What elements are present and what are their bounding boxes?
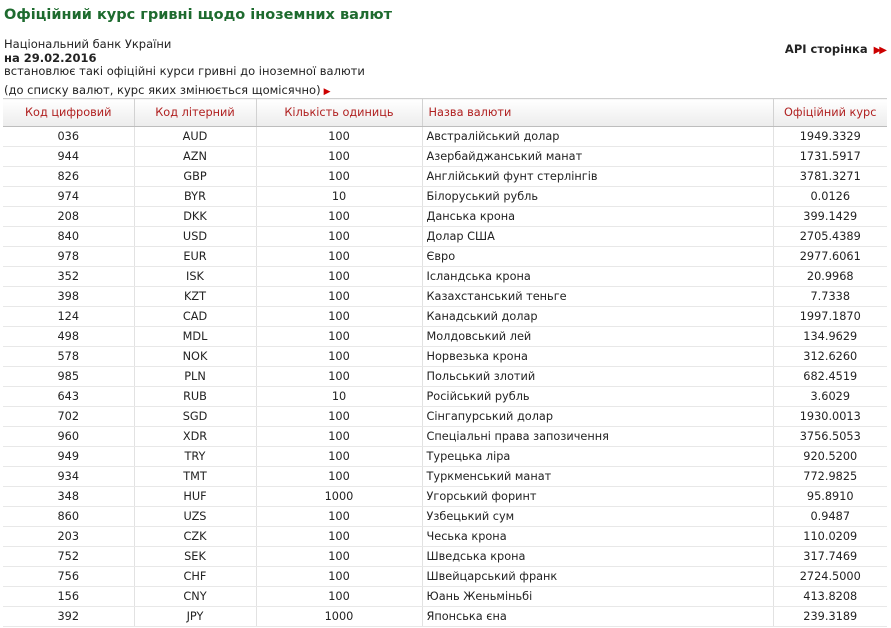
letter-code-cell: BYR (134, 187, 256, 207)
letter-code-cell: TMT (134, 467, 256, 487)
digital-code-cell: 398 (3, 287, 134, 307)
bank-name: Національний банк України (4, 37, 172, 51)
units-cell: 100 (256, 347, 422, 367)
rate-cell: 2705.4389 (773, 227, 887, 247)
rate-cell: 399.1429 (773, 207, 887, 227)
letter-code-cell: CHF (134, 567, 256, 587)
letter-code-cell: JPY (134, 607, 256, 627)
header-digital-code: Код цифровий (3, 99, 134, 127)
header-units: Кількість одиниць (256, 99, 422, 127)
digital-code-cell: 752 (3, 547, 134, 567)
units-cell: 100 (256, 507, 422, 527)
digital-code-cell: 949 (3, 447, 134, 467)
units-cell: 100 (256, 327, 422, 347)
table-row (3, 487, 887, 507)
digital-code-cell: 934 (3, 467, 134, 487)
letter-code-cell: AZN (134, 147, 256, 167)
table-row (3, 567, 887, 587)
units-cell: 100 (256, 427, 422, 447)
currency-name-cell: Шведська крона (422, 547, 773, 567)
rate-cell: 920.5200 (773, 447, 887, 467)
table-row (3, 367, 887, 387)
rate-cell: 772.9825 (773, 467, 887, 487)
digital-code-cell: 348 (3, 487, 134, 507)
units-cell: 100 (256, 567, 422, 587)
rate-cell: 1997.1870 (773, 307, 887, 327)
currency-name-cell: Спеціальні права запозичення (422, 427, 773, 447)
units-cell: 100 (256, 447, 422, 467)
units-cell: 1000 (256, 607, 422, 627)
digital-code-cell: 578 (3, 347, 134, 367)
letter-code-cell: KZT (134, 287, 256, 307)
currency-name-cell: Японська єна (422, 607, 773, 627)
table-row (3, 167, 887, 187)
table-row (3, 247, 887, 267)
digital-code-cell: 826 (3, 167, 134, 187)
table-row (3, 307, 887, 327)
currency-name-cell: Юань Женьміньбі (422, 587, 773, 607)
rate-cell: 3.6029 (773, 387, 887, 407)
digital-code-cell: 985 (3, 367, 134, 387)
digital-code-cell: 208 (3, 207, 134, 227)
digital-code-cell: 960 (3, 427, 134, 447)
units-cell: 100 (256, 227, 422, 247)
currency-name-cell: Угорський форинт (422, 487, 773, 507)
letter-code-cell: PLN (134, 367, 256, 387)
digital-code-cell: 498 (3, 327, 134, 347)
letter-code-cell: NOK (134, 347, 256, 367)
currency-name-cell: Швейцарський франк (422, 567, 773, 587)
currency-name-cell: Австралійський долар (422, 127, 773, 147)
units-cell: 100 (256, 147, 422, 167)
rate-cell: 1930.0013 (773, 407, 887, 427)
letter-code-cell: CNY (134, 587, 256, 607)
digital-code-cell: 860 (3, 507, 134, 527)
table-row (3, 467, 887, 487)
rate-cell: 317.7469 (773, 547, 887, 567)
letter-code-cell: HUF (134, 487, 256, 507)
letter-code-cell: CZK (134, 527, 256, 547)
digital-code-cell: 840 (3, 227, 134, 247)
currency-name-cell: Польський злотий (422, 367, 773, 387)
units-cell: 100 (256, 287, 422, 307)
table-row (3, 347, 887, 367)
currency-name-cell: Молдовський лей (422, 327, 773, 347)
digital-code-cell: 756 (3, 567, 134, 587)
table-header-row (3, 99, 887, 127)
table-row (3, 407, 887, 427)
header-official-rate: Офіційний курс (773, 99, 887, 127)
currency-name-cell: Азербайджанський манат (422, 147, 773, 167)
currency-name-cell: Данська крона (422, 207, 773, 227)
table-row (3, 507, 887, 527)
units-cell: 100 (256, 407, 422, 427)
api-link-label: API сторінка (784, 42, 868, 56)
table-row (3, 447, 887, 467)
table-row (3, 147, 887, 167)
rate-cell: 95.8910 (773, 487, 887, 507)
rate-cell: 2977.6061 (773, 247, 887, 267)
rate-cell: 312.6260 (773, 347, 887, 367)
table-row (3, 527, 887, 547)
letter-code-cell: RUB (134, 387, 256, 407)
units-cell: 100 (256, 267, 422, 287)
units-cell: 100 (256, 307, 422, 327)
digital-code-cell: 978 (3, 247, 134, 267)
table-row (3, 127, 887, 147)
monthly-currency-list-link[interactable] (4, 83, 330, 97)
note-link-label: (до списку валют, курс яких змінюється щомісячно) (4, 83, 321, 97)
digital-code-cell: 156 (3, 587, 134, 607)
units-cell: 10 (256, 187, 422, 207)
letter-code-cell: SEK (134, 547, 256, 567)
units-cell: 100 (256, 167, 422, 187)
rate-cell: 110.0209 (773, 527, 887, 547)
rate-cell: 682.4519 (773, 367, 887, 387)
rate-cell: 1949.3329 (773, 127, 887, 147)
table-row (3, 327, 887, 347)
digital-code-cell: 203 (3, 527, 134, 547)
description: встановлює такі офіційні курси гривні до іноземної валюти (4, 64, 365, 78)
letter-code-cell: DKK (134, 207, 256, 227)
units-cell: 100 (256, 587, 422, 607)
rate-cell: 0.9487 (773, 507, 887, 527)
rate-cell: 2724.5000 (773, 567, 887, 587)
letter-code-cell: ISK (134, 267, 256, 287)
digital-code-cell: 036 (3, 127, 134, 147)
units-cell: 100 (256, 127, 422, 147)
double-chevron-right-icon: ▶▶ (873, 45, 885, 56)
api-page-link[interactable] (785, 42, 885, 56)
rate-cell: 1731.5917 (773, 147, 887, 167)
page-title: Офіційний курс гривні щодо іноземних валют (4, 7, 393, 23)
currency-name-cell: Долар США (422, 227, 773, 247)
exchange-rates-table (3, 98, 887, 627)
currency-name-cell: Ісландська крона (422, 267, 773, 287)
rate-cell: 3781.3271 (773, 167, 887, 187)
rate-cell: 413.8208 (773, 587, 887, 607)
table-row (3, 207, 887, 227)
table-row (3, 427, 887, 447)
currency-name-cell: Канадський долар (422, 307, 773, 327)
currency-name-cell: Англійський фунт стерлінгів (422, 167, 773, 187)
currency-name-cell: Туркменський манат (422, 467, 773, 487)
digital-code-cell: 352 (3, 267, 134, 287)
rate-cell: 20.9968 (773, 267, 887, 287)
table-row (3, 287, 887, 307)
triangle-right-icon: ▶ (323, 87, 331, 97)
units-cell: 100 (256, 247, 422, 267)
units-cell: 100 (256, 367, 422, 387)
digital-code-cell: 643 (3, 387, 134, 407)
table-row (3, 587, 887, 607)
units-cell: 100 (256, 467, 422, 487)
letter-code-cell: TRY (134, 447, 256, 467)
letter-code-cell: XDR (134, 427, 256, 447)
currency-name-cell: Норвезька крона (422, 347, 773, 367)
letter-code-cell: SGD (134, 407, 256, 427)
header-letter-code: Код літерний (134, 99, 256, 127)
currency-name-cell: Чеська крона (422, 527, 773, 547)
digital-code-cell: 944 (3, 147, 134, 167)
table-row (3, 387, 887, 407)
letter-code-cell: EUR (134, 247, 256, 267)
header-currency-name: Назва валюти (422, 99, 773, 127)
rate-date: на 29.02.2016 (4, 50, 97, 65)
letter-code-cell: MDL (134, 327, 256, 347)
rate-cell: 0.0126 (773, 187, 887, 207)
currency-name-cell: Казахстанський теньге (422, 287, 773, 307)
table-row (3, 267, 887, 287)
currency-name-cell: Білоруський рубль (422, 187, 773, 207)
table-row (3, 607, 887, 627)
rate-cell: 239.3189 (773, 607, 887, 627)
currency-name-cell: Євро (422, 247, 773, 267)
info-block (4, 38, 365, 79)
table-row (3, 187, 887, 207)
units-cell: 1000 (256, 487, 422, 507)
digital-code-cell: 392 (3, 607, 134, 627)
letter-code-cell: UZS (134, 507, 256, 527)
letter-code-cell: AUD (134, 127, 256, 147)
currency-name-cell: Узбецький сум (422, 507, 773, 527)
table-row (3, 547, 887, 567)
rate-cell: 7.7338 (773, 287, 887, 307)
currency-name-cell: Турецька ліра (422, 447, 773, 467)
digital-code-cell: 702 (3, 407, 134, 427)
letter-code-cell: GBP (134, 167, 256, 187)
digital-code-cell: 974 (3, 187, 134, 207)
currency-name-cell: Сінгапурський долар (422, 407, 773, 427)
rate-cell: 3756.5053 (773, 427, 887, 447)
currency-name-cell: Російський рубль (422, 387, 773, 407)
units-cell: 100 (256, 547, 422, 567)
digital-code-cell: 124 (3, 307, 134, 327)
table-row (3, 227, 887, 247)
units-cell: 10 (256, 387, 422, 407)
rate-cell: 134.9629 (773, 327, 887, 347)
units-cell: 100 (256, 527, 422, 547)
units-cell: 100 (256, 207, 422, 227)
letter-code-cell: USD (134, 227, 256, 247)
letter-code-cell: CAD (134, 307, 256, 327)
